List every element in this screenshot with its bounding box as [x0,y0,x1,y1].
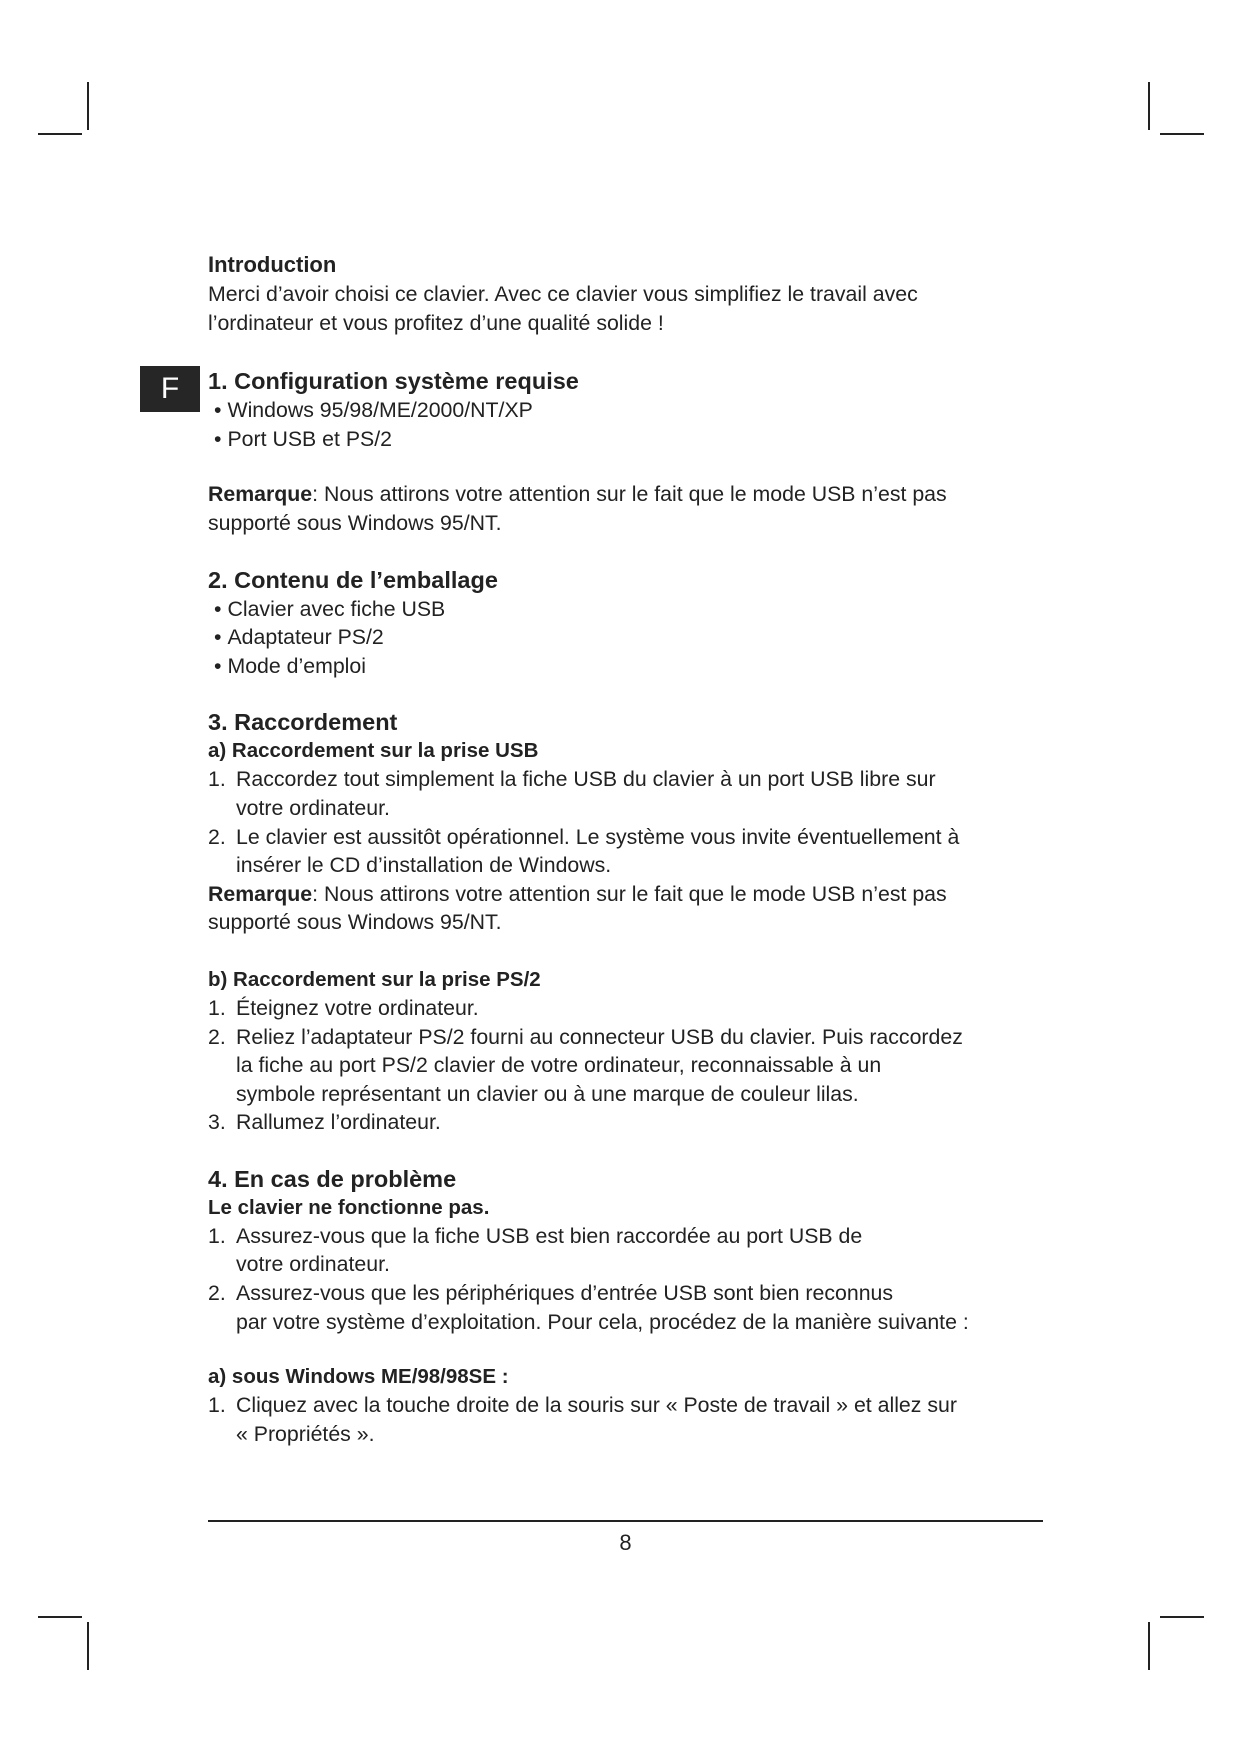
note-text: : Nous attirons votre attention sur le fait que le mode USB n’est pas [312,881,947,906]
step-text: symbole représentant un clavier ou à une marque de couleur lilas. [236,1081,859,1106]
introduction-heading: Introduction [208,252,337,277]
section-package-contents [208,565,1043,681]
requirements-list [208,396,1043,453]
page-number: 8 [619,1530,632,1555]
windows-steps-list [208,1391,1043,1448]
step-number: 2. [208,824,226,849]
section2-heading: 2. Contenu de l’emballage [208,566,498,593]
section-system-requirements [208,366,1043,537]
list-item: • Adaptateur PS/2 [214,623,1043,652]
step-text: Raccordez tout simplement la fiche USB du clavier à un port USB libre sur [236,767,936,792]
language-tab: F [140,366,200,412]
list-item [208,823,1043,880]
section-troubleshooting [208,1164,1043,1449]
list-item [208,1023,1043,1109]
note-text: supporté sous Windows 95/NT. [208,510,502,535]
list-item [208,994,1043,1023]
usb-steps-list [208,765,1043,879]
section4a-heading: a) sous Windows ME/98/98SE : [208,1365,509,1389]
step-number: 1. [208,1223,226,1248]
step-text: Éteignez votre ordinateur. [236,995,479,1020]
section-connection [208,707,1043,1137]
note-label: Remarque [208,881,313,906]
list-item [208,1391,1043,1448]
introduction-text-line: l’ordinateur et vous profitez d’une qualité solide ! [208,310,664,335]
crop-mark-top-right-v [1148,82,1150,130]
crop-mark-bottom-right-h [1160,1616,1204,1618]
step-number: 2. [208,1024,226,1049]
section4-heading: 4. En cas de problème [208,1165,457,1192]
step-text: Rallumez l’ordinateur. [236,1110,441,1135]
note-text: : Nous attirons votre attention sur le fait que le mode USB n’est pas [312,482,947,507]
list-item [208,1108,1043,1137]
step-number: 1. [208,995,226,1020]
step-text: la fiche au port PS/2 clavier de votre ordinateur, reconnaissable à un [236,1053,882,1078]
section1-heading: 1. Configuration système requise [208,368,579,395]
step-text: « Propriétés ». [236,1421,375,1446]
step-text: insérer le CD d’installation de Windows. [236,853,612,878]
troubleshooting-steps-list [208,1222,1043,1336]
step-text: votre ordinateur. [236,1252,390,1277]
step-text: Reliez l’adaptateur PS/2 fourni au connecteur USB du clavier. Puis raccordez [236,1024,963,1049]
section3-heading: 3. Raccordement [208,709,398,736]
contents-list [208,595,1043,681]
page-content [208,250,1043,1448]
list-item [208,1222,1043,1279]
crop-mark-bottom-right-v [1148,1622,1150,1670]
introduction-section [208,250,1043,337]
list-item [208,765,1043,822]
step-number: 1. [208,767,226,792]
step-number: 2. [208,1281,226,1306]
section4-subheading: Le clavier ne fonctionne pas. [208,1195,490,1219]
ps2-steps-list [208,994,1043,1137]
section3b-heading: b) Raccordement sur la prise PS/2 [208,967,541,991]
step-text: Assurez-vous que les périphériques d’entrée USB sont bien reconnus [236,1281,894,1306]
crop-mark-top-left-h [38,133,82,135]
section3a-note [208,880,1043,909]
section3a-heading: a) Raccordement sur la prise USB [208,739,539,763]
note-label: Remarque [208,482,313,507]
step-text: par votre système d’exploitation. Pour cela, procédez de la manière suivante : [236,1309,969,1334]
section1-note [208,480,1043,509]
list-item: • Mode d’emploi [214,652,1043,681]
step-number: 3. [208,1110,226,1135]
crop-mark-bottom-left-v [87,1622,89,1670]
list-item [208,1279,1043,1336]
step-text: Cliquez avec la touche droite de la souris sur « Poste de travail » et allez sur [236,1393,957,1418]
step-text: Assurez-vous que la fiche USB est bien raccordée au port USB de [236,1223,863,1248]
step-text: Le clavier est aussitôt opérationnel. Le système vous invite éventuellement à [236,824,960,849]
list-item: • Clavier avec fiche USB [214,595,1043,624]
list-item: • Windows 95/98/ME/2000/NT/XP [214,396,1043,425]
crop-mark-bottom-left-h [38,1616,82,1618]
note-text: supporté sous Windows 95/NT. [208,910,502,935]
step-number: 1. [208,1393,226,1418]
crop-mark-top-left-v [87,82,89,130]
introduction-text-line: Merci d’avoir choisi ce clavier. Avec ce clavier vous simplifiez le travail avec [208,282,918,306]
footer-divider [208,1520,1043,1522]
step-text: votre ordinateur. [236,795,390,820]
list-item: • Port USB et PS/2 [214,425,1043,454]
crop-mark-top-right-h [1160,133,1204,135]
